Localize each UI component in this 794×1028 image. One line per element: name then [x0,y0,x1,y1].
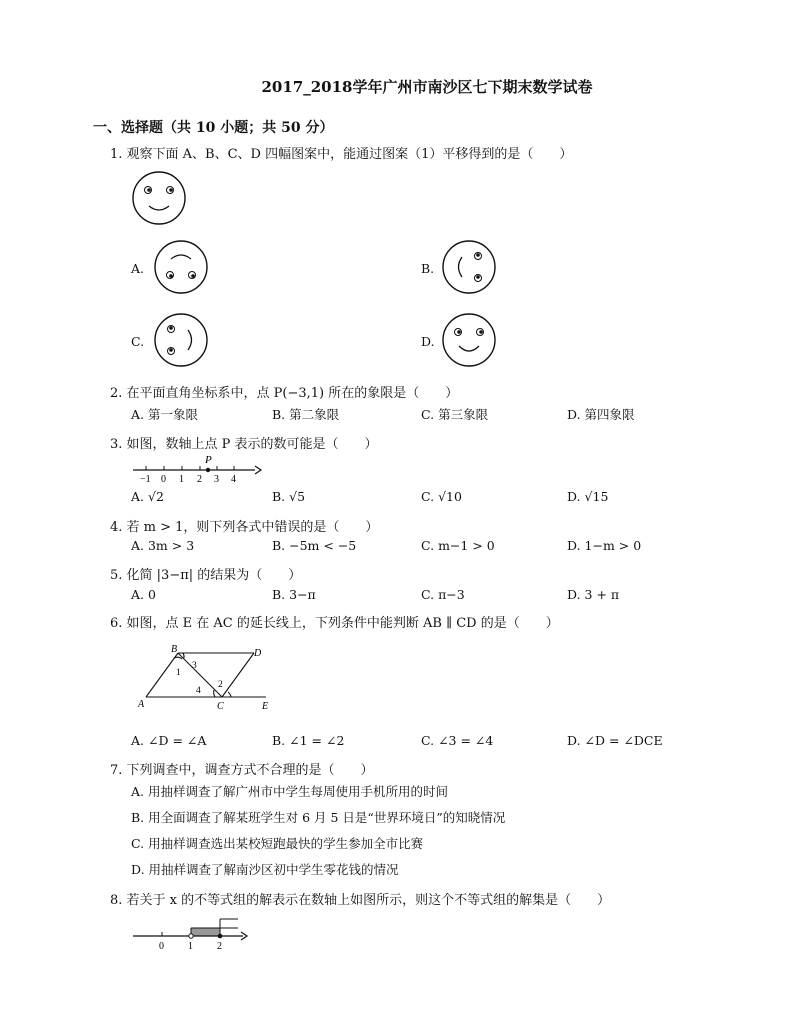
q1-option-a-face [153,239,213,299]
q3-option-d: D. √15 [567,489,609,504]
q6-point-c: C [217,701,224,712]
figure-1-face [131,170,191,230]
q3-tick-label: 0 [161,474,166,485]
q6-point-a: A [138,699,145,710]
q2-option-c: C. 第三象限 [421,407,489,422]
q7-option-a: A. 用抽样调查了解广州市中学生每周使用手机所用的时间 [131,784,448,799]
q2-option-a: A. 第一象限 [131,407,198,422]
q1-option-b-label: B. [421,261,435,276]
q6-point-e: E [262,701,269,712]
q8-tick-label: 2 [217,941,222,952]
q4-option-c: C. m−1 > 0 [421,538,495,553]
q4-option-d: D. 1−m > 0 [567,538,642,553]
q8-tick-label: 1 [188,941,193,952]
question-7-stem: 7. 下列调查中，调查方式不合理的是（ ） [110,763,374,778]
q6-point-d: D [254,648,262,659]
question-6-stem: 6. 如图，点 E 在 AC 的延长线上，下列条件中能判断 AB ∥ CD 的是（ ） [110,616,559,631]
q5-option-d: D. 3 + π [567,587,620,602]
q3-tick-label: 3 [214,474,219,485]
q2-option-d: D. 第四象限 [567,407,635,422]
q1-option-d-label: D. [421,334,435,349]
question-2-stem: 2. 在平面直角坐标系中，点 P(−3,1) 所在的象限是（ ） [110,386,459,401]
q6-point-b: B [171,644,178,655]
q3-option-b: B. √5 [272,489,306,504]
q5-option-a: A. 0 [131,587,156,602]
page-title: 2017_2018学年广州市南沙区七下期末数学试卷 [261,78,593,96]
q3-option-a: A. √2 [131,489,164,504]
question-8-stem: 8. 若关于 x 的不等式组的解表示在数轴上如图所示，则这个不等式组的解集是（ ） [110,893,611,908]
q3-point-label: P [205,454,212,466]
question-4-stem: 4. 若 m > 1，则下列各式中错误的是（ ） [110,520,379,535]
q6-angle-2: 2 [218,680,223,690]
q1-option-c-face [153,312,213,372]
q3-option-c: C. √10 [421,489,462,504]
q6-option-a: A. ∠D = ∠A [131,733,207,748]
q3-tick-label: −1 [140,474,151,485]
question-5-stem: 5. 化简 |3−π| 的结果为（ ） [110,568,302,583]
question-1-stem: 1. 观察下面 A、B、C、D 四幅图案中，能通过图案（1）平移得到的是（ ） [110,147,573,162]
q6-option-c: C. ∠3 = ∠4 [421,733,494,748]
q7-option-b: B. 用全面调查了解某班学生对 6 月 5 日是“世界环境日”的知晓情况 [131,810,506,825]
q5-option-c: C. π−3 [421,587,465,602]
q6-option-b: B. ∠1 = ∠2 [272,733,345,748]
q7-option-c: C. 用抽样调查选出某校短跑最快的学生参加全市比赛 [131,836,424,851]
q1-option-a-label: A. [131,261,145,276]
q8-number-line [133,915,253,955]
q5-option-b: B. 3−π [272,587,316,602]
q6-angle-3: 3 [192,661,197,671]
q3-tick-label: 2 [197,474,202,485]
q1-option-c-label: C. [131,334,145,349]
q8-tick-label: 0 [159,941,164,952]
q3-tick-label: 1 [179,474,184,485]
q4-option-a: A. 3m > 3 [131,538,195,553]
q3-tick-label: 4 [231,474,236,485]
q6-angle-1: 1 [176,668,181,678]
q4-option-b: B. −5m < −5 [272,538,357,553]
section-heading: 一、选择题（共 10 小题；共 50 分） [93,120,334,136]
q1-option-b-face [441,239,501,299]
q2-option-b: B. 第二象限 [272,407,340,422]
question-3-stem: 3. 如图，数轴上点 P 表示的数可能是（ ） [110,437,378,452]
q6-option-d: D. ∠D = ∠DCE [567,733,663,748]
q6-geometry-figure [136,645,276,715]
q6-angle-4: 4 [196,686,201,696]
q1-option-d-face [441,312,501,372]
q3-number-line [131,455,261,485]
q7-option-d: D. 用抽样调查了解南沙区初中学生零花钱的情况 [131,862,399,877]
